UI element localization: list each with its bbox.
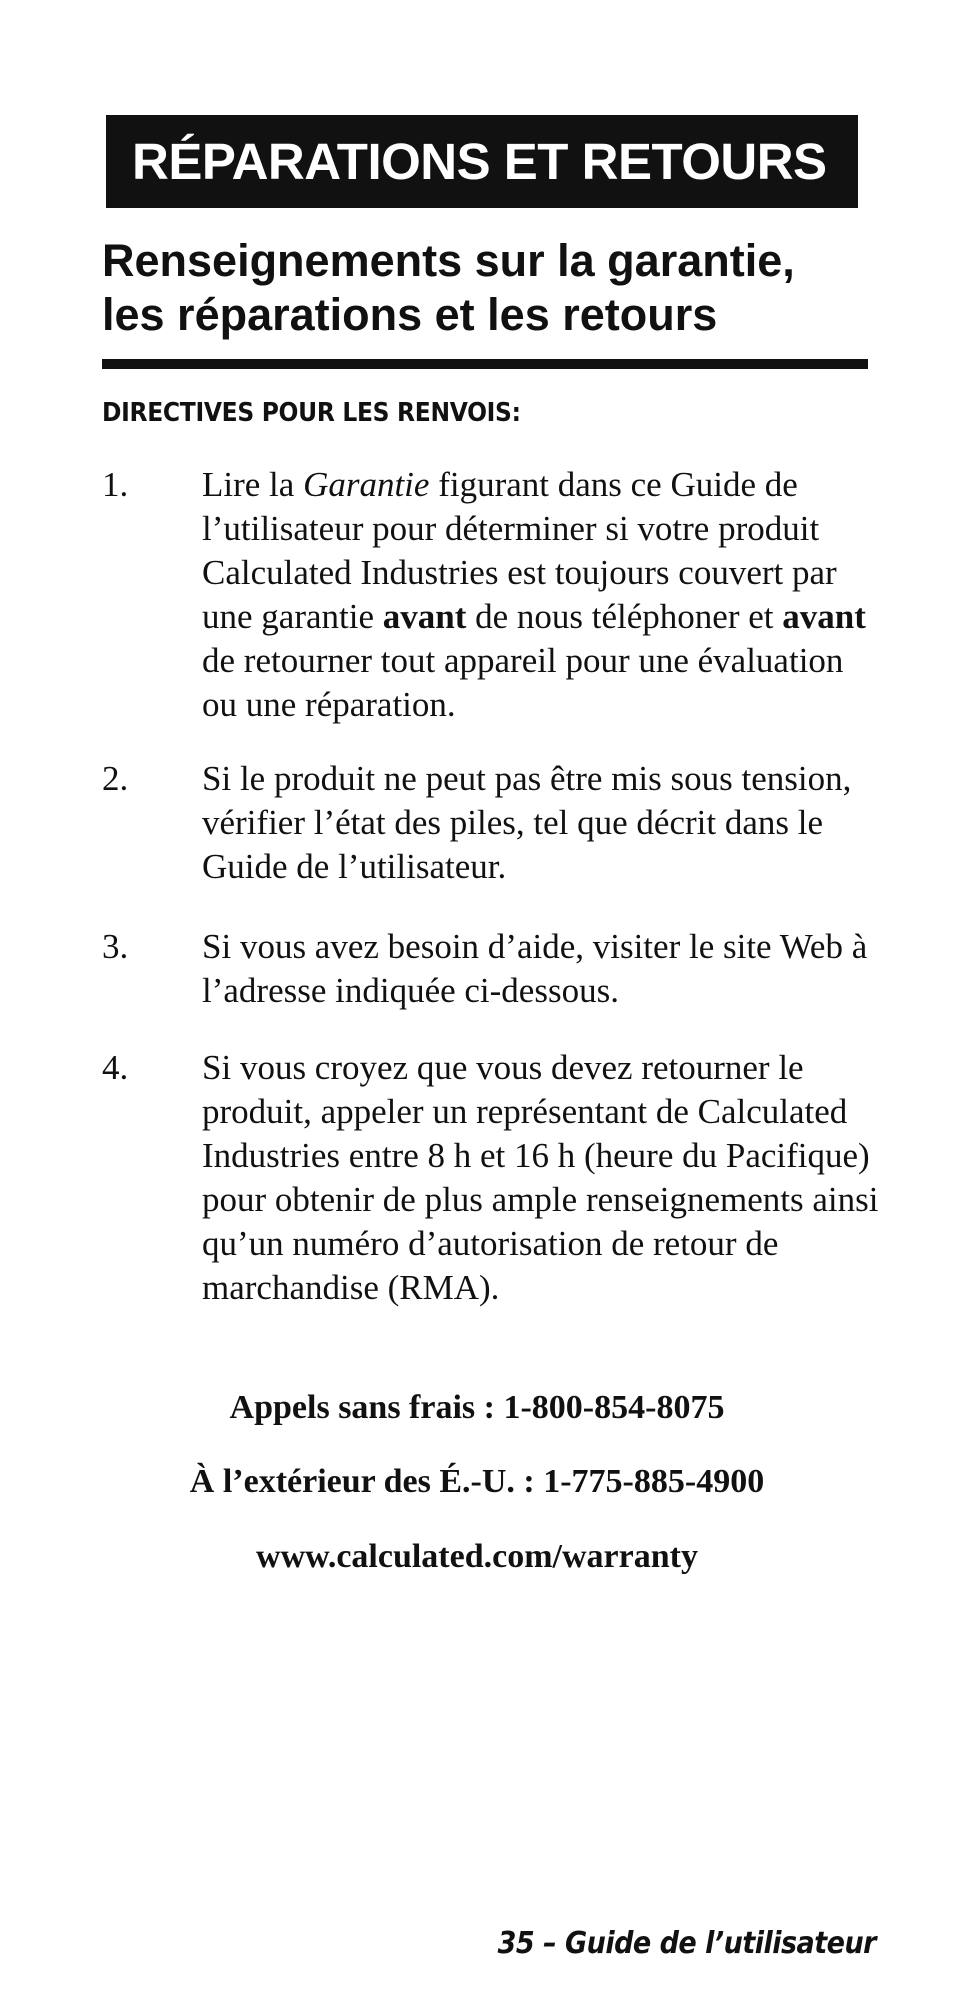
list-item-number: 3. (102, 927, 129, 966)
section-heading: DIRECTIVES POUR LES RENVOIS: (102, 398, 521, 428)
list-item-text: Si vous croyez que vous devez retourner le produit, appeler un représentant de Calculated Industries entre 8 h et 16 h (heure du Pacifique) pour obtenir de plus ample renseignements ainsi qu’un numéro d’autorisation de retour de marchandise (RMA). (202, 1048, 879, 1307)
list-item-number: 1. (102, 465, 129, 504)
list-item-text: Si le produit ne peut pas être mis sous tension, vérifier l’état des piles, tel que décrit dans le Guide de l’utilisateur. (202, 759, 852, 886)
subtitle-line-2: les réparations et les retours (102, 289, 718, 340)
banner-title: RÉPARATIONS ET RETOURS (132, 133, 827, 190)
section-banner (106, 115, 858, 208)
subtitle-line-1: Renseignements sur la garantie, (102, 235, 795, 286)
list-item-text: Lire la Garantie figurant dans ce Guide de l’utilisateur pour déterminer si votre produit Calculated Industries est toujours couvert par une garantie avant de nous téléphoner et avant de retourner tout appareil pour une évaluation ou une réparation. (202, 465, 866, 724)
tollfree-phone: Appels sans frais : 1-800-854-8075 (229, 1389, 725, 1426)
list-item-number: 4. (102, 1048, 129, 1087)
international-phone: À l’extérieur des É.-U. : 1-775-885-4900 (189, 1463, 765, 1500)
page-footer: 35 – Guide de l’utilisateur (497, 1926, 876, 1961)
warranty-website[interactable]: www.calculated.com/warranty (256, 1538, 698, 1575)
page-subtitle (102, 234, 882, 342)
list-item-text: Si vous avez besoin d’aide, visiter le site Web à l’adresse indiquée ci-dessous. (202, 927, 868, 1010)
list-item-number: 2. (102, 759, 129, 798)
heading-rule (102, 359, 868, 369)
